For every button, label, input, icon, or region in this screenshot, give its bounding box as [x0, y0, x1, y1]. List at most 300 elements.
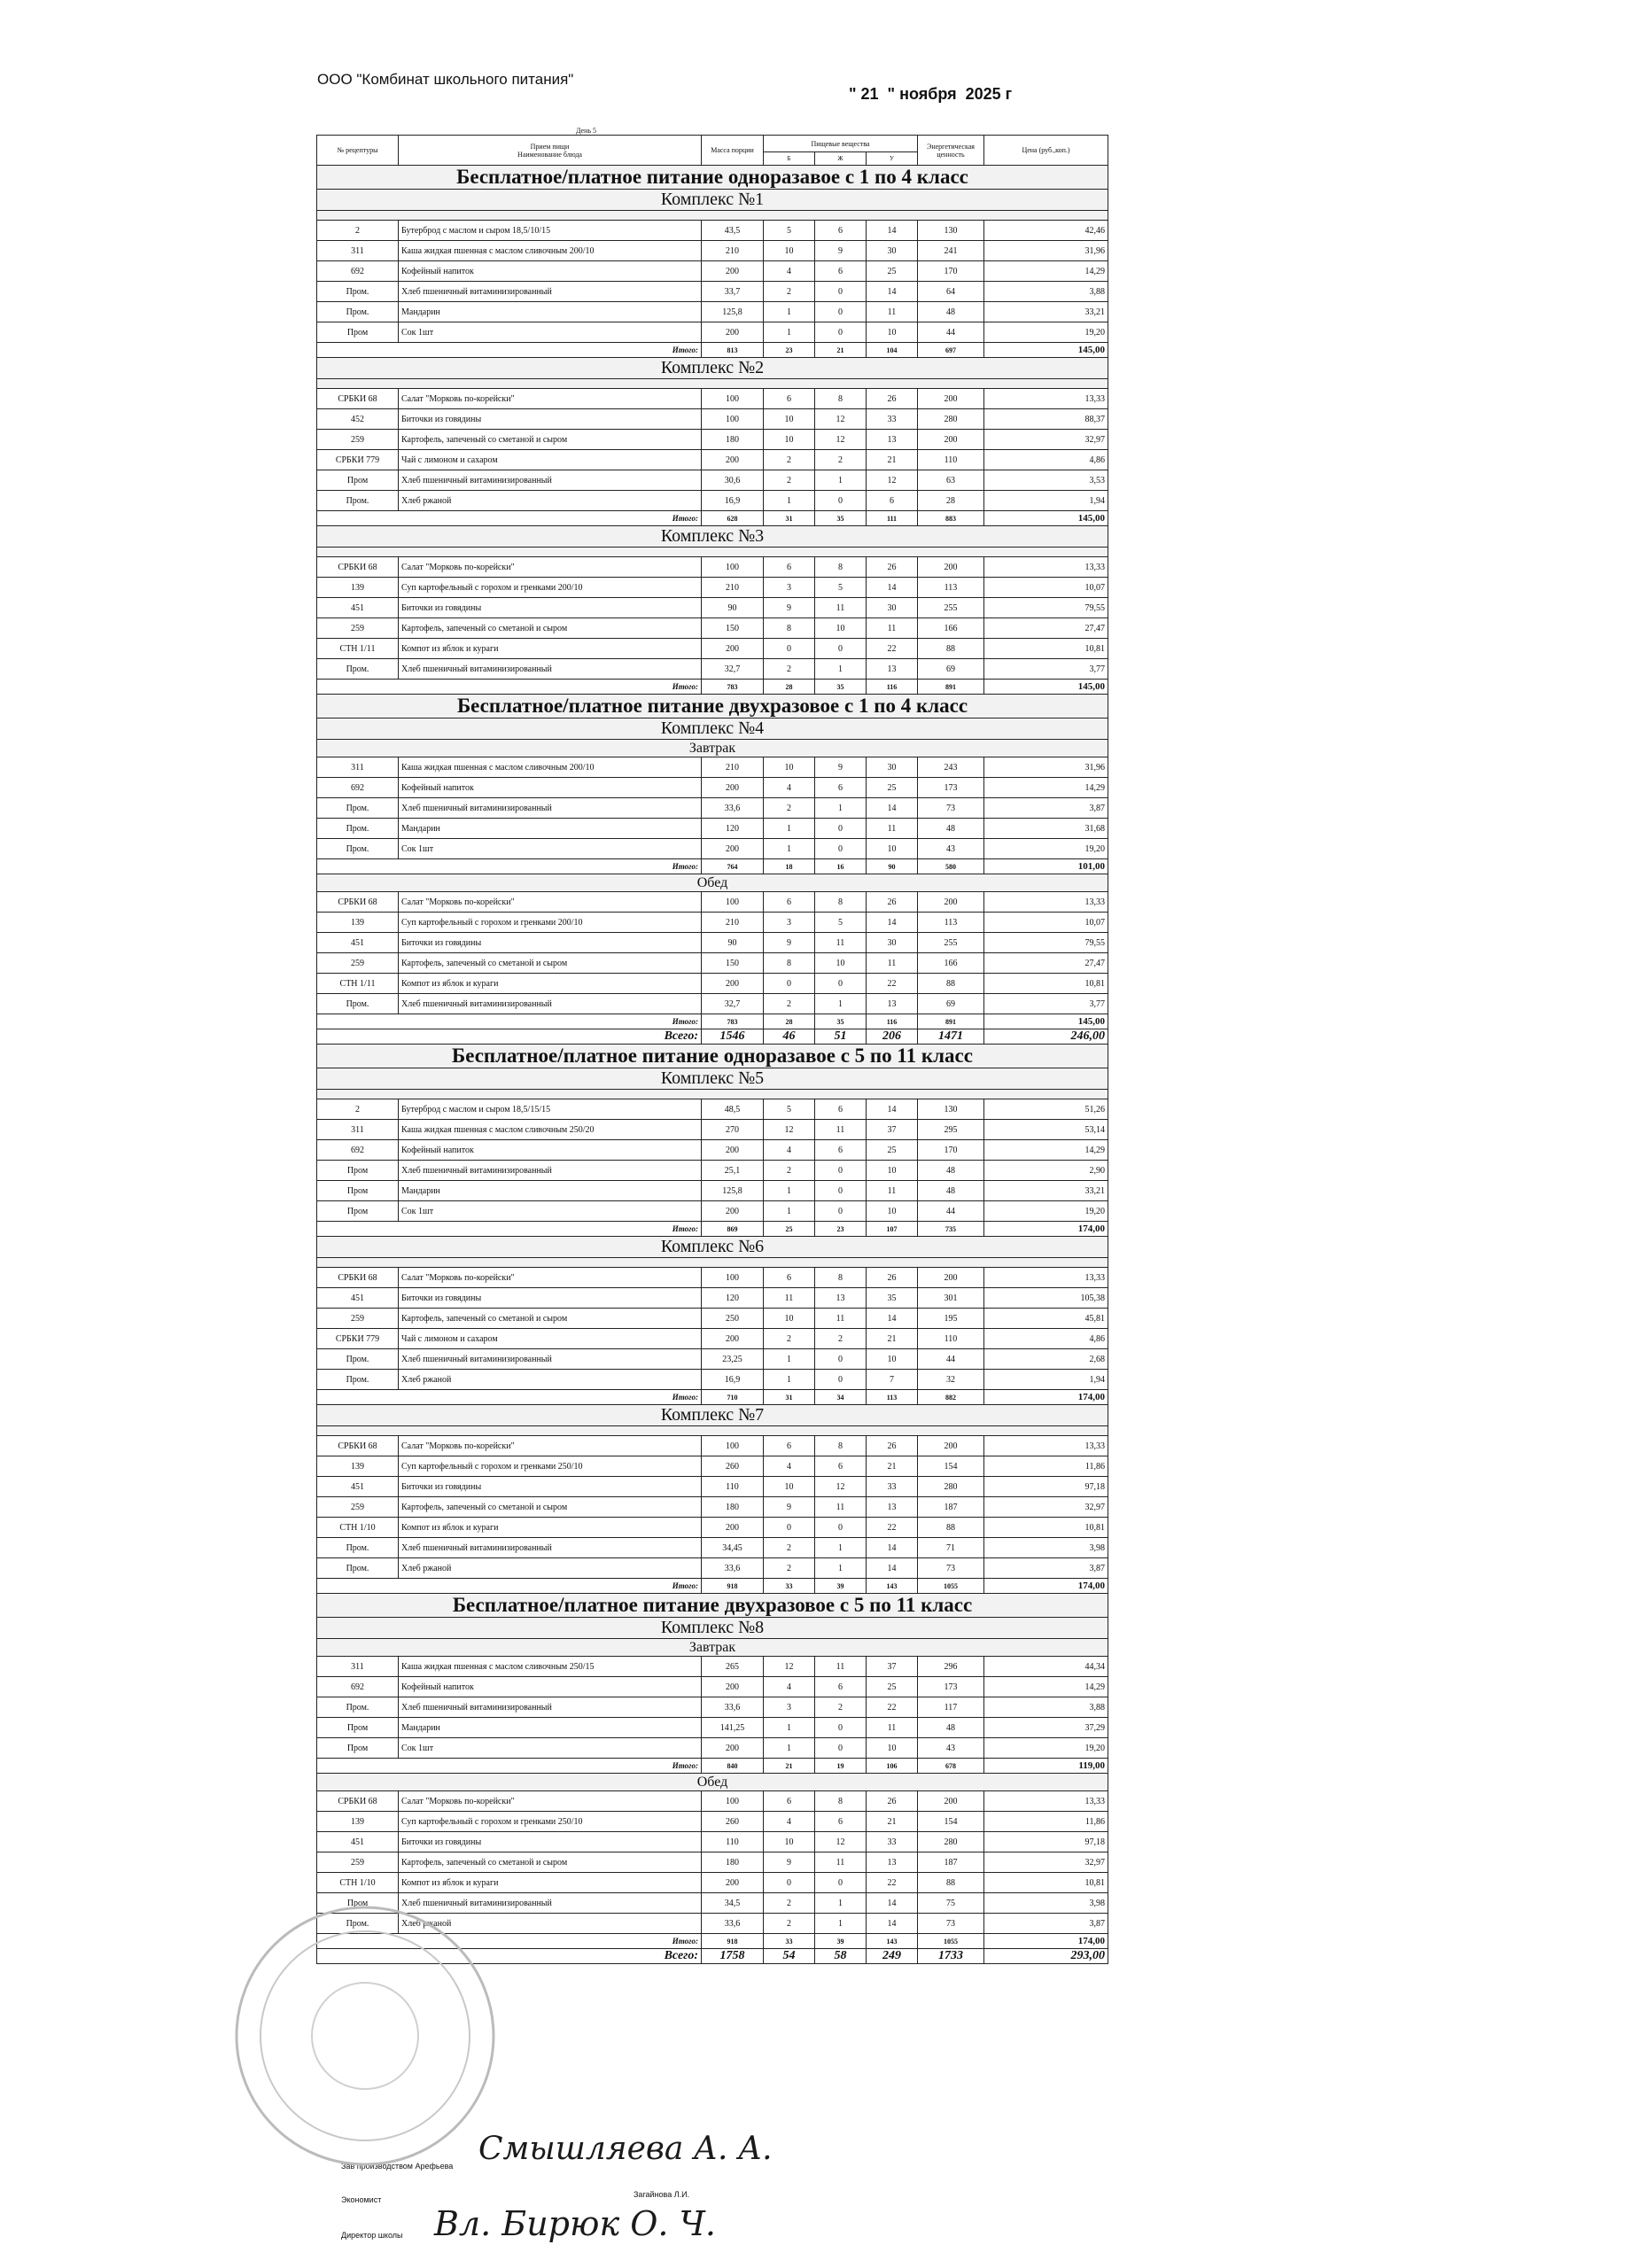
mass-value: 200 — [702, 1873, 764, 1893]
subtotal-row-value: 39 — [815, 1934, 867, 1949]
mass-value: 260 — [702, 1812, 764, 1832]
price-value: 97,18 — [984, 1477, 1108, 1497]
protein-value: 4 — [764, 1456, 815, 1477]
protein-value: 10 — [764, 241, 815, 261]
subtotal-row-price: 174,00 — [984, 1222, 1108, 1237]
mass-value: 90 — [702, 598, 764, 618]
mass-value: 100 — [702, 1791, 764, 1812]
protein-value: 9 — [764, 1852, 815, 1873]
energy-value: 44 — [918, 322, 984, 343]
price-value: 37,29 — [984, 1718, 1108, 1738]
price-value: 3,77 — [984, 994, 1108, 1014]
carb-value: 22 — [867, 639, 918, 659]
dish-name: Сок 1шт — [399, 322, 702, 343]
dish-name: Картофель, запеченый со сметаной и сыром — [399, 430, 702, 450]
complex-title: Комплекс №1 — [317, 190, 1108, 211]
table-row — [317, 639, 1108, 659]
recipe-code: 451 — [317, 933, 399, 953]
protein-value: 8 — [764, 618, 815, 639]
header-nutrients: Пищевые вещества — [764, 136, 918, 152]
subtotal-row — [317, 1579, 1108, 1594]
price-value: 19,20 — [984, 839, 1108, 859]
price-value: 14,29 — [984, 261, 1108, 282]
recipe-code: 451 — [317, 1477, 399, 1497]
subtotal-row-value: 580 — [918, 859, 984, 874]
recipe-code: Пром. — [317, 1697, 399, 1718]
mass-value: 210 — [702, 757, 764, 778]
grand-total-row-value: 1758 — [702, 1949, 764, 1964]
protein-value: 1 — [764, 1181, 815, 1201]
protein-value: 2 — [764, 798, 815, 819]
header-u: У — [867, 152, 918, 166]
dish-name: Хлеб пшеничный витаминизированный — [399, 470, 702, 491]
subtotal-row-value: 34 — [815, 1390, 867, 1405]
energy-value: 166 — [918, 618, 984, 639]
carb-value: 22 — [867, 1518, 918, 1538]
mass-value: 200 — [702, 1677, 764, 1697]
recipe-code: СРБКИ 779 — [317, 450, 399, 470]
grand-total-row-label: Всего: — [317, 1949, 702, 1964]
fat-value: 5 — [815, 913, 867, 933]
energy-value: 73 — [918, 1558, 984, 1579]
energy-value: 73 — [918, 798, 984, 819]
price-value: 3,98 — [984, 1893, 1108, 1914]
protein-value: 10 — [764, 409, 815, 430]
recipe-code: 259 — [317, 1852, 399, 1873]
fat-value: 0 — [815, 1873, 867, 1893]
mass-value: 100 — [702, 557, 764, 578]
recipe-code: СТН 1/11 — [317, 974, 399, 994]
price-value: 2,90 — [984, 1161, 1108, 1181]
table-row — [317, 1852, 1108, 1873]
dish-name: Бутерброд с маслом и сыром 18,5/10/15 — [399, 221, 702, 241]
grand-total-row-price: 293,00 — [984, 1949, 1108, 1964]
subtotal-row-value: 39 — [815, 1579, 867, 1594]
carb-value: 26 — [867, 1268, 918, 1288]
energy-value: 28 — [918, 491, 984, 511]
fat-value: 0 — [815, 1518, 867, 1538]
recipe-code: Пром. — [317, 1349, 399, 1370]
recipe-code: 692 — [317, 1140, 399, 1161]
recipe-code: 139 — [317, 578, 399, 598]
dish-name: Биточки из говядины — [399, 1477, 702, 1497]
price-value: 31,68 — [984, 819, 1108, 839]
meal-title: Обед — [317, 1774, 1108, 1791]
section-title: Бесплатное/платное питание одноразавое с 5 по 11 класс — [317, 1045, 1108, 1068]
fat-value: 0 — [815, 282, 867, 302]
price-value: 3,98 — [984, 1538, 1108, 1558]
protein-value: 9 — [764, 933, 815, 953]
fat-value: 13 — [815, 1288, 867, 1309]
subtotal-row-value: 35 — [815, 680, 867, 695]
energy-value: 173 — [918, 1677, 984, 1697]
table-row — [317, 241, 1108, 261]
price-value: 19,20 — [984, 1201, 1108, 1222]
energy-value: 170 — [918, 261, 984, 282]
grand-total-row-value: 46 — [764, 1029, 815, 1045]
carb-value: 14 — [867, 578, 918, 598]
meal-title: Завтрак — [317, 740, 1108, 757]
recipe-code: Пром. — [317, 839, 399, 859]
protein-value: 4 — [764, 1677, 815, 1697]
carb-value: 25 — [867, 1677, 918, 1697]
protein-value: 6 — [764, 1436, 815, 1456]
meal-title: Завтрак — [317, 1639, 1108, 1657]
grand-total-row — [317, 1029, 1108, 1045]
fat-value: 12 — [815, 1477, 867, 1497]
table-row — [317, 1288, 1108, 1309]
protein-value: 2 — [764, 1161, 815, 1181]
energy-value: 200 — [918, 430, 984, 450]
recipe-code: 259 — [317, 1497, 399, 1518]
recipe-code: СТН 1/11 — [317, 639, 399, 659]
mass-value: 125,8 — [702, 1181, 764, 1201]
subtotal-row-price: 145,00 — [984, 1014, 1108, 1029]
subtotal-row — [317, 1222, 1108, 1237]
header-mass: Масса порции — [702, 136, 764, 166]
fat-value: 0 — [815, 1370, 867, 1390]
grand-total-row-value: 206 — [867, 1029, 918, 1045]
price-value: 11,86 — [984, 1812, 1108, 1832]
mass-value: 150 — [702, 953, 764, 974]
protein-value: 1 — [764, 302, 815, 322]
price-value: 19,20 — [984, 1738, 1108, 1759]
table-row — [317, 1099, 1108, 1120]
carb-value: 14 — [867, 1893, 918, 1914]
header-meal-name: Прием пищи Наименование блюда — [399, 136, 702, 166]
recipe-code: 2 — [317, 221, 399, 241]
carb-value: 21 — [867, 1329, 918, 1349]
fat-value: 0 — [815, 1161, 867, 1181]
carb-value: 26 — [867, 1436, 918, 1456]
fat-value: 8 — [815, 1268, 867, 1288]
menu-table — [316, 135, 1108, 1964]
dish-name: Кофейный напиток — [399, 1677, 702, 1697]
recipe-code: Пром. — [317, 994, 399, 1014]
carb-value: 10 — [867, 1738, 918, 1759]
dish-name: Бутерброд с маслом и сыром 18,5/15/15 — [399, 1099, 702, 1120]
energy-value: 195 — [918, 1309, 984, 1329]
subtotal-row-value: 113 — [867, 1390, 918, 1405]
price-value: 1,94 — [984, 491, 1108, 511]
subtotal-row — [317, 1759, 1108, 1774]
energy-value: 113 — [918, 913, 984, 933]
fat-value: 2 — [815, 1697, 867, 1718]
subtotal-row-value: 21 — [815, 343, 867, 358]
price-value: 3,87 — [984, 1914, 1108, 1934]
fat-value: 0 — [815, 322, 867, 343]
mass-value: 210 — [702, 578, 764, 598]
fat-value: 1 — [815, 470, 867, 491]
carb-value: 37 — [867, 1657, 918, 1677]
energy-value: 200 — [918, 389, 984, 409]
dish-name: Каша жидкая пшенная с маслом сливочным 250/20 — [399, 1120, 702, 1140]
signature-label-director: Директор школы — [341, 2231, 403, 2240]
protein-value: 1 — [764, 819, 815, 839]
fat-value: 11 — [815, 1120, 867, 1140]
price-value: 33,21 — [984, 1181, 1108, 1201]
carb-value: 25 — [867, 778, 918, 798]
protein-value: 1 — [764, 322, 815, 343]
subtotal-row-value: 23 — [815, 1222, 867, 1237]
energy-value: 200 — [918, 1791, 984, 1812]
dish-name: Чай с лимоном и сахаром — [399, 1329, 702, 1349]
carb-value: 33 — [867, 409, 918, 430]
protein-value: 10 — [764, 1309, 815, 1329]
fat-value: 12 — [815, 430, 867, 450]
subtotal-row-price: 174,00 — [984, 1390, 1108, 1405]
header-zh: Ж — [815, 152, 867, 166]
protein-value: 2 — [764, 1558, 815, 1579]
carb-value: 26 — [867, 557, 918, 578]
recipe-code: 451 — [317, 1288, 399, 1309]
carb-value: 10 — [867, 1161, 918, 1181]
mass-value: 34,5 — [702, 1893, 764, 1914]
subtotal-row-value: 25 — [764, 1222, 815, 1237]
price-value: 4,86 — [984, 1329, 1108, 1349]
fat-value: 11 — [815, 1497, 867, 1518]
price-value: 10,81 — [984, 1518, 1108, 1538]
subtotal-row-value: 883 — [918, 511, 984, 526]
protein-value: 2 — [764, 659, 815, 680]
recipe-code: 259 — [317, 430, 399, 450]
table-row — [317, 994, 1108, 1014]
price-value: 1,94 — [984, 1370, 1108, 1390]
protein-value: 1 — [764, 839, 815, 859]
table-row — [317, 1738, 1108, 1759]
recipe-code: Пром — [317, 1161, 399, 1181]
table-row — [317, 221, 1108, 241]
recipe-code: СРБКИ 68 — [317, 1268, 399, 1288]
recipe-code: 259 — [317, 1309, 399, 1329]
spacer-row — [317, 211, 1108, 221]
fat-value: 11 — [815, 1657, 867, 1677]
fat-value: 8 — [815, 1791, 867, 1812]
fat-value: 11 — [815, 933, 867, 953]
table-row — [317, 430, 1108, 450]
mass-value: 141,25 — [702, 1718, 764, 1738]
subtotal-row-value: 33 — [764, 1934, 815, 1949]
carb-value: 11 — [867, 1181, 918, 1201]
protein-value: 2 — [764, 470, 815, 491]
menu-day: День 5 — [576, 127, 597, 135]
dish-name: Сок 1шт — [399, 1738, 702, 1759]
dish-name: Салат "Морковь по-корейски" — [399, 1268, 702, 1288]
dish-name: Компот из яблок и кураги — [399, 1518, 702, 1538]
carb-value: 30 — [867, 757, 918, 778]
dish-name: Салат "Морковь по-корейски" — [399, 557, 702, 578]
fat-value: 8 — [815, 892, 867, 913]
table-row — [317, 1120, 1108, 1140]
recipe-code: Пром. — [317, 282, 399, 302]
dish-name: Картофель, запеченый со сметаной и сыром — [399, 1497, 702, 1518]
dish-name: Биточки из говядины — [399, 598, 702, 618]
subtotal-row-value: 28 — [764, 680, 815, 695]
mass-value: 100 — [702, 892, 764, 913]
protein-value: 12 — [764, 1657, 815, 1677]
recipe-code: Пром. — [317, 819, 399, 839]
mass-value: 48,5 — [702, 1099, 764, 1120]
dish-name: Хлеб пшеничный витаминизированный — [399, 798, 702, 819]
recipe-code: СРБКИ 779 — [317, 1329, 399, 1349]
mass-value: 200 — [702, 450, 764, 470]
subtotal-row-value: 840 — [702, 1759, 764, 1774]
section-title: Бесплатное/платное питание одноразавое с 1 по 4 класс — [317, 166, 1108, 190]
complex-title: Комплекс №2 — [317, 358, 1108, 379]
energy-value: 48 — [918, 302, 984, 322]
carb-value: 21 — [867, 1456, 918, 1477]
table-row — [317, 578, 1108, 598]
subtotal-row-value: 16 — [815, 859, 867, 874]
mass-value: 210 — [702, 241, 764, 261]
subtotal-row-value: 735 — [918, 1222, 984, 1237]
fat-value: 2 — [815, 1329, 867, 1349]
fat-value: 8 — [815, 557, 867, 578]
subtotal-row-price: 174,00 — [984, 1934, 1108, 1949]
price-value: 32,97 — [984, 1497, 1108, 1518]
energy-value: 43 — [918, 1738, 984, 1759]
energy-value: 173 — [918, 778, 984, 798]
table-row — [317, 557, 1108, 578]
subtotal-row-value: 18 — [764, 859, 815, 874]
price-value: 32,97 — [984, 430, 1108, 450]
table-row — [317, 1812, 1108, 1832]
fat-value: 0 — [815, 839, 867, 859]
price-value: 31,96 — [984, 241, 1108, 261]
recipe-code: 311 — [317, 1657, 399, 1677]
complex-title: Комплекс №7 — [317, 1405, 1108, 1426]
table-row — [317, 953, 1108, 974]
table-row — [317, 302, 1108, 322]
protein-value: 10 — [764, 757, 815, 778]
subtotal-row-value: 628 — [702, 511, 764, 526]
protein-value: 1 — [764, 1738, 815, 1759]
price-value: 53,14 — [984, 1120, 1108, 1140]
table-row — [317, 1181, 1108, 1201]
table-row — [317, 322, 1108, 343]
carb-value: 33 — [867, 1832, 918, 1852]
subtotal-row-price: 174,00 — [984, 1579, 1108, 1594]
carb-value: 30 — [867, 598, 918, 618]
table-row — [317, 1201, 1108, 1222]
carb-value: 14 — [867, 1099, 918, 1120]
mass-value: 90 — [702, 933, 764, 953]
grand-total-row-value: 1546 — [702, 1029, 764, 1045]
dish-name: Хлеб пшеничный витаминизированный — [399, 1538, 702, 1558]
carb-value: 10 — [867, 1349, 918, 1370]
recipe-code: СТН 1/10 — [317, 1873, 399, 1893]
subtotal-row-label: Итого: — [317, 1934, 702, 1949]
dish-name: Компот из яблок и кураги — [399, 1873, 702, 1893]
energy-value: 130 — [918, 221, 984, 241]
mass-value: 25,1 — [702, 1161, 764, 1181]
table-row — [317, 1370, 1108, 1390]
subtotal-row-value: 882 — [918, 1390, 984, 1405]
protein-value: 12 — [764, 1120, 815, 1140]
carb-value: 13 — [867, 430, 918, 450]
price-value: 13,33 — [984, 389, 1108, 409]
energy-value: 48 — [918, 1161, 984, 1181]
header-b: Б — [764, 152, 815, 166]
recipe-code: Пром. — [317, 1538, 399, 1558]
table-row — [317, 757, 1108, 778]
price-value: 10,07 — [984, 913, 1108, 933]
carb-value: 13 — [867, 1497, 918, 1518]
grand-total-row-value: 58 — [815, 1949, 867, 1964]
energy-value: 166 — [918, 953, 984, 974]
carb-value: 10 — [867, 839, 918, 859]
mass-value: 110 — [702, 1477, 764, 1497]
fat-value: 10 — [815, 618, 867, 639]
price-value: 33,21 — [984, 302, 1108, 322]
energy-value: 154 — [918, 1456, 984, 1477]
protein-value: 0 — [764, 974, 815, 994]
table-row — [317, 819, 1108, 839]
price-value: 88,37 — [984, 409, 1108, 430]
dish-name: Хлеб пшеничный витаминизированный — [399, 282, 702, 302]
complex-title: Комплекс №6 — [317, 1237, 1108, 1258]
subtotal-row-value: 813 — [702, 343, 764, 358]
mass-value: 250 — [702, 1309, 764, 1329]
subtotal-row — [317, 1014, 1108, 1029]
price-value: 32,97 — [984, 1852, 1108, 1873]
spacer-row — [317, 1426, 1108, 1436]
carb-value: 26 — [867, 892, 918, 913]
dish-name: Суп картофельный с горохом и гренками 250/10 — [399, 1456, 702, 1477]
protein-value: 10 — [764, 1832, 815, 1852]
subtotal-row-value: 143 — [867, 1934, 918, 1949]
subtotal-row — [317, 680, 1108, 695]
energy-value: 241 — [918, 241, 984, 261]
energy-value: 295 — [918, 1120, 984, 1140]
recipe-code: Пром. — [317, 659, 399, 680]
protein-value: 5 — [764, 1099, 815, 1120]
protein-value: 3 — [764, 1697, 815, 1718]
subtotal-row-value: 697 — [918, 343, 984, 358]
fat-value: 0 — [815, 1718, 867, 1738]
grand-total-row-value: 1471 — [918, 1029, 984, 1045]
dish-name: Биточки из говядины — [399, 1288, 702, 1309]
subtotal-row-value: 764 — [702, 859, 764, 874]
fat-value: 5 — [815, 578, 867, 598]
dish-name: Мандарин — [399, 819, 702, 839]
protein-value: 4 — [764, 1812, 815, 1832]
spacer-row — [317, 1258, 1108, 1268]
price-value: 14,29 — [984, 778, 1108, 798]
protein-value: 0 — [764, 1873, 815, 1893]
mass-value: 34,45 — [702, 1538, 764, 1558]
subtotal-row-value: 116 — [867, 680, 918, 695]
handwritten-signature-1: Смышляева А. А. — [478, 2131, 773, 2167]
dish-name: Биточки из говядины — [399, 1832, 702, 1852]
protein-value: 2 — [764, 1329, 815, 1349]
energy-value: 48 — [918, 1181, 984, 1201]
mass-value: 100 — [702, 1436, 764, 1456]
grand-total-row-price: 246,00 — [984, 1029, 1108, 1045]
table-row — [317, 1832, 1108, 1852]
dish-name: Хлеб ржаной — [399, 1914, 702, 1934]
protein-value: 6 — [764, 1791, 815, 1812]
fat-value: 0 — [815, 302, 867, 322]
recipe-code: 692 — [317, 778, 399, 798]
subtotal-row-value: 111 — [867, 511, 918, 526]
dish-name: Каша жидкая пшенная с маслом сливочным 200/10 — [399, 757, 702, 778]
subtotal-row-price: 145,00 — [984, 343, 1108, 358]
price-value: 97,18 — [984, 1832, 1108, 1852]
price-value: 3,77 — [984, 659, 1108, 680]
subtotal-row-value: 35 — [815, 1014, 867, 1029]
spacer-row — [317, 1090, 1108, 1099]
